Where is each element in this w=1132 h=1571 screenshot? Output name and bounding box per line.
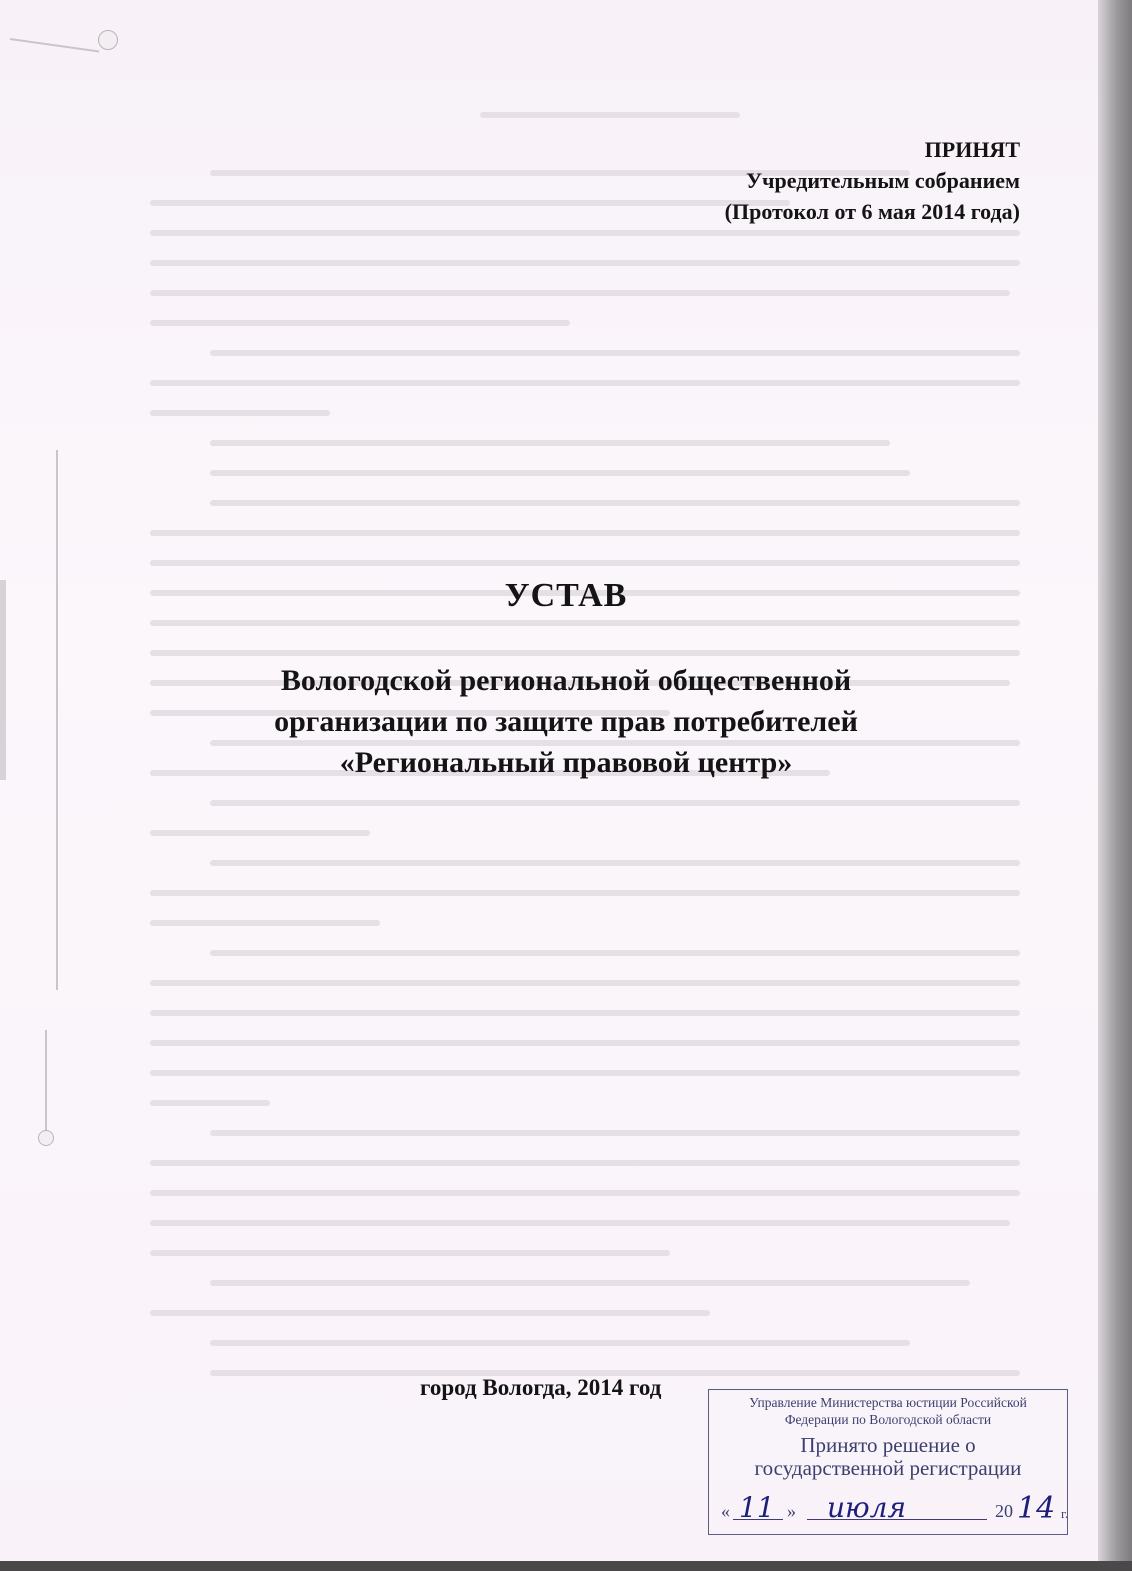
approval-protocol: (Протокол от 6 мая 2014 года) <box>724 199 1020 224</box>
organization-name-line: «Региональный правовой центр» <box>339 746 793 779</box>
organization-name-line: организации по защите прав потребителей <box>274 705 858 738</box>
organization-name-line: Вологодской региональной общественной <box>280 664 852 697</box>
stamp-day-handwritten: 11 <box>739 1491 775 1524</box>
stamp-decision <box>709 1434 1067 1480</box>
stamp-decision-line: Принято решение о <box>800 1433 976 1457</box>
stamp-month-handwritten: июля <box>827 1491 907 1524</box>
approval-status: ПРИНЯТ <box>924 137 1020 162</box>
stamp-authority-line: Федерации по Вологодской области <box>784 1412 992 1427</box>
organization-name <box>0 660 1132 783</box>
stamp-date-row <box>717 1490 1069 1526</box>
stamp-decision-line: государственной регистрации <box>754 1456 1022 1480</box>
binding-thread-left-lower <box>45 1030 47 1130</box>
stamp-quote-close: » <box>787 1501 796 1521</box>
binding-hole-top <box>98 30 118 50</box>
approval-header <box>725 134 1020 227</box>
registration-stamp <box>708 1389 1068 1535</box>
stamp-year-handwritten: 14 <box>1017 1491 1056 1526</box>
scan-edge-right <box>1098 0 1132 1571</box>
place-and-year: город Вологда, 2014 год <box>420 1375 662 1400</box>
document-title: УСТАВ <box>504 577 628 614</box>
scan-edge-bottom <box>0 1561 1132 1571</box>
stamp-authority-line: Управление Министерства юстиции Российской <box>749 1395 1027 1410</box>
stamp-quote-open: « <box>721 1501 730 1521</box>
stamp-year-prefix: 20 <box>995 1501 1013 1521</box>
binding-hole-bottom <box>38 1130 54 1146</box>
approval-body: Учредительным собранием <box>745 168 1020 193</box>
stamp-year-letter: г. <box>1061 1506 1069 1521</box>
binding-thread-top <box>10 38 99 53</box>
stamp-authority <box>709 1394 1067 1428</box>
